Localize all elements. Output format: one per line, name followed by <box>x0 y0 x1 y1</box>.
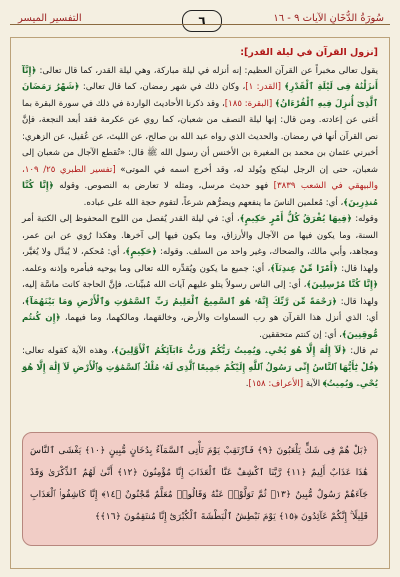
quran-verse: ﴿إِنَّآ أَنزَلْنَٰهُ فِى لَيْلَةِ ٱلْقَدْرِ﴾ <box>22 65 378 92</box>
quran-verse: ﴿رَحْمَةً مِّن رَّبِّكَ إِنَّهُۥ هُوَ ٱلسَّمِيعُ ٱلْعَلِيمُ رَبِّ ٱلسَّمَٰوَٰتِ وَٱلْأَرْضِ وَمَا بَيْنَهُمَآ﴾ <box>24 296 337 307</box>
quran-verse: ﴿إِنَّا كُنَّا مُرْسِلِينَ﴾ <box>306 280 378 290</box>
text-span: ، أي: جميع ما يكون ويُقدِّره الله تعالى وما يوحيه فبأمره وإذنه وعلمه. <box>22 263 271 274</box>
quran-verse: ﴿حَكِيمٍ﴾ <box>125 247 157 257</box>
text-span: ، أي: إن كنتم متحققين. <box>259 329 342 340</box>
tafsir-text <box>22 45 378 393</box>
text-span: ، وهذه الآية كقوله تعالى: <box>22 346 114 356</box>
surah-title: سُورَةُ الدُّخَانِ الآيات ٩ - ١٦ <box>273 13 384 24</box>
text-span: فهو حديث مرسل، ومثله لا تعارض به النصوص. وقوله <box>59 181 269 191</box>
text-span: ثم قال: <box>350 346 378 356</box>
paragraph <box>22 63 378 212</box>
section-title: [نزول القرآن في ليلة القدر]: <box>240 47 378 58</box>
text-span: ، أي: إلى الناس رسولاً يتلو عليهم آيات الله مُبيِّنات، فإنَّ الحاجة كانت ماسَّة إليه، ولهذا قال: <box>22 280 378 307</box>
text-span: ، أي: الذي أنزل هذا القرآن هو رب السماوات والأرض، وخالقهما، ومالكهما، وما فيهما، <box>22 296 379 323</box>
text-span: وقوله: <box>355 214 379 224</box>
quran-verse: ﴿إِن كُنتُم مُّوقِنِينَ﴾ <box>22 313 378 340</box>
book-title: التفسير الميسر <box>18 13 82 24</box>
text-span: . <box>245 379 249 389</box>
quran-verse: ﴿قُلْ يَٰٓأَيُّهَا ٱلنَّاسُ إِنِّى رَسُولُ ٱللَّهِ إِلَيْكُمْ جَمِيعًا ٱلَّذِى لَهُۥ مُلْكُ ٱلسَّمَٰوَٰتِ وَٱلْأَرْضِ لَآ إِلَٰهَ إِلَّا هُوَ يُحْىِۦ وَيُمِيتُ﴾ <box>22 362 378 389</box>
quran-verses-text: ﴿بَلْ هُمْ فِى شَكٍّ يَلْعَبُونَ ﴿٩﴾ فَٱرْتَقِبْ يَوْمَ تَأْتِى ٱلسَّمَآءُ بِدُخَانٍ مُّبِينٍ ﴿١٠﴾ يَغْشَى ٱلنَّاسَ هَٰذَا عَذَابٌ أَلِيمٌ ﴿١١﴾ رَّبَّنَا ٱكْشِفْ عَنَّا ٱلْعَذَابَ إِنَّا مُؤْمِنُونَ ﴿١٢﴾ أَنَّىٰ لَهُمُ ٱلذِّكْرَىٰ وَقَدْ جَآءَهُمْ رَسُولٌ مُّبِينٌ ﴿١٣﴾ ثُمَّ تَوَلَّوْا۟ عَنْهُ وَقَالُوا۟ مُعَلَّمٌ مَّجْنُونٌ ﴿١٤﴾ إِنَّا كَاشِفُوا۟ ٱلْعَذَابِ قَلِيلًا ۚ إِنَّكُمْ عَآئِدُونَ ﴿١٥﴾ يَوْمَ نَبْطِشُ ٱلْبَطْشَةَ ٱلْكُبْرَىٰٓ إِنَّا مُنتَقِمُونَ ﴿١٦﴾﴾ <box>30 445 368 522</box>
quran-verse: ﴿أَمْرًا مِّنْ عِندِنَآ﴾ <box>270 263 338 274</box>
text-span: يقول تعالى مخبراً عن القرآن العظيم: إنه أنزله في ليلة مباركة، وهي ليلة القدر، كما قال تعالى: <box>39 65 378 76</box>
paragraph <box>22 211 378 343</box>
text-span: ، وقد ذكرنا الأحاديث الواردة في ذلك في سورة البقرة بما أغنى عن إعادته. ومن قال: إنها ليلة النصف من شعبان، كما روي عن عكرمة فقد أبعد النجعة، فإنَّ نص القرآن أنها في رمضان. والحديث الذي رواه عبد الله بن صالح، عن الليث، عن عُقيل، عن الزهري: أخبرني عثمان بن محمد بن المغيرة بن الأخنس أن رسول الله ﷺ قال: «تُقطع الآجال من شعبان إلى شعبان، حتى إن الرجل لينكح ويُولد له، وقد أخرج اسمه في الموتى» <box>22 98 378 175</box>
verse-reference: [الأعراف: ١٥٨] <box>248 379 304 389</box>
text-span: ، وكان ذلك في شهر رمضان، كما قال تعالى: <box>82 82 246 92</box>
page-number: ٦ <box>182 10 222 32</box>
hadith-reference: [تفسير الطبري ٢٥/ ١٠٩، والبيهقي في الشعب ٣٨٣٩] <box>22 164 378 191</box>
quran-verse: ﴿شَهْرُ رَمَضَانَ ٱلَّذِىٓ أُنزِلَ فِيهِ ٱلْقُرْءَانُ﴾ <box>22 82 379 109</box>
quran-verse: ﴿إِنَّا كُنَّا مُنذِرِينَ﴾ <box>22 181 378 208</box>
paragraph <box>22 343 378 393</box>
text-span: الآية <box>305 379 321 389</box>
text-span: ، أي: مُعلمين الناسَ ما ينفعهم ويضرُّهم شرعاً، لتقوم حجة الله على عباده. <box>83 197 344 208</box>
verse-reference: [البقرة: ١٨٥] <box>224 98 273 109</box>
quran-verse: ﴿فِيهَا يُفْرَقُ كُلُّ أَمْرٍ حَكِيمٍ﴾ <box>239 214 352 224</box>
quran-verse: ﴿لَآ إِلَٰهَ إِلَّا هُوَ يُحْىِۦ وَيُمِيتُ رَبُّكُمْ وَرَبُّ ءَابَآئِكُمُ ٱلْأَوَّلِينَ﴾ <box>113 346 347 356</box>
text-span: ، أي: مُحكم، لا يُبدَّل ولا يُغيَّر، ولهذا قال: <box>22 247 379 274</box>
page-header <box>10 10 390 34</box>
header-divider <box>10 24 390 25</box>
text-span: ، أي: في ليلة القدر يُفصل من اللوح المحفوظ إلى الكتبة أمر السنة، وما يكون فيها من الآجال والأرزاق، وما يكون فيها إلى آخرها. وهكذا رُوي عن ابن عمر، ومجاهد، وأبي مالك، والضحاك، وغير واحد من السلف. وقوله: <box>22 214 378 257</box>
verse-reference: [القدر: ١] <box>245 82 281 92</box>
